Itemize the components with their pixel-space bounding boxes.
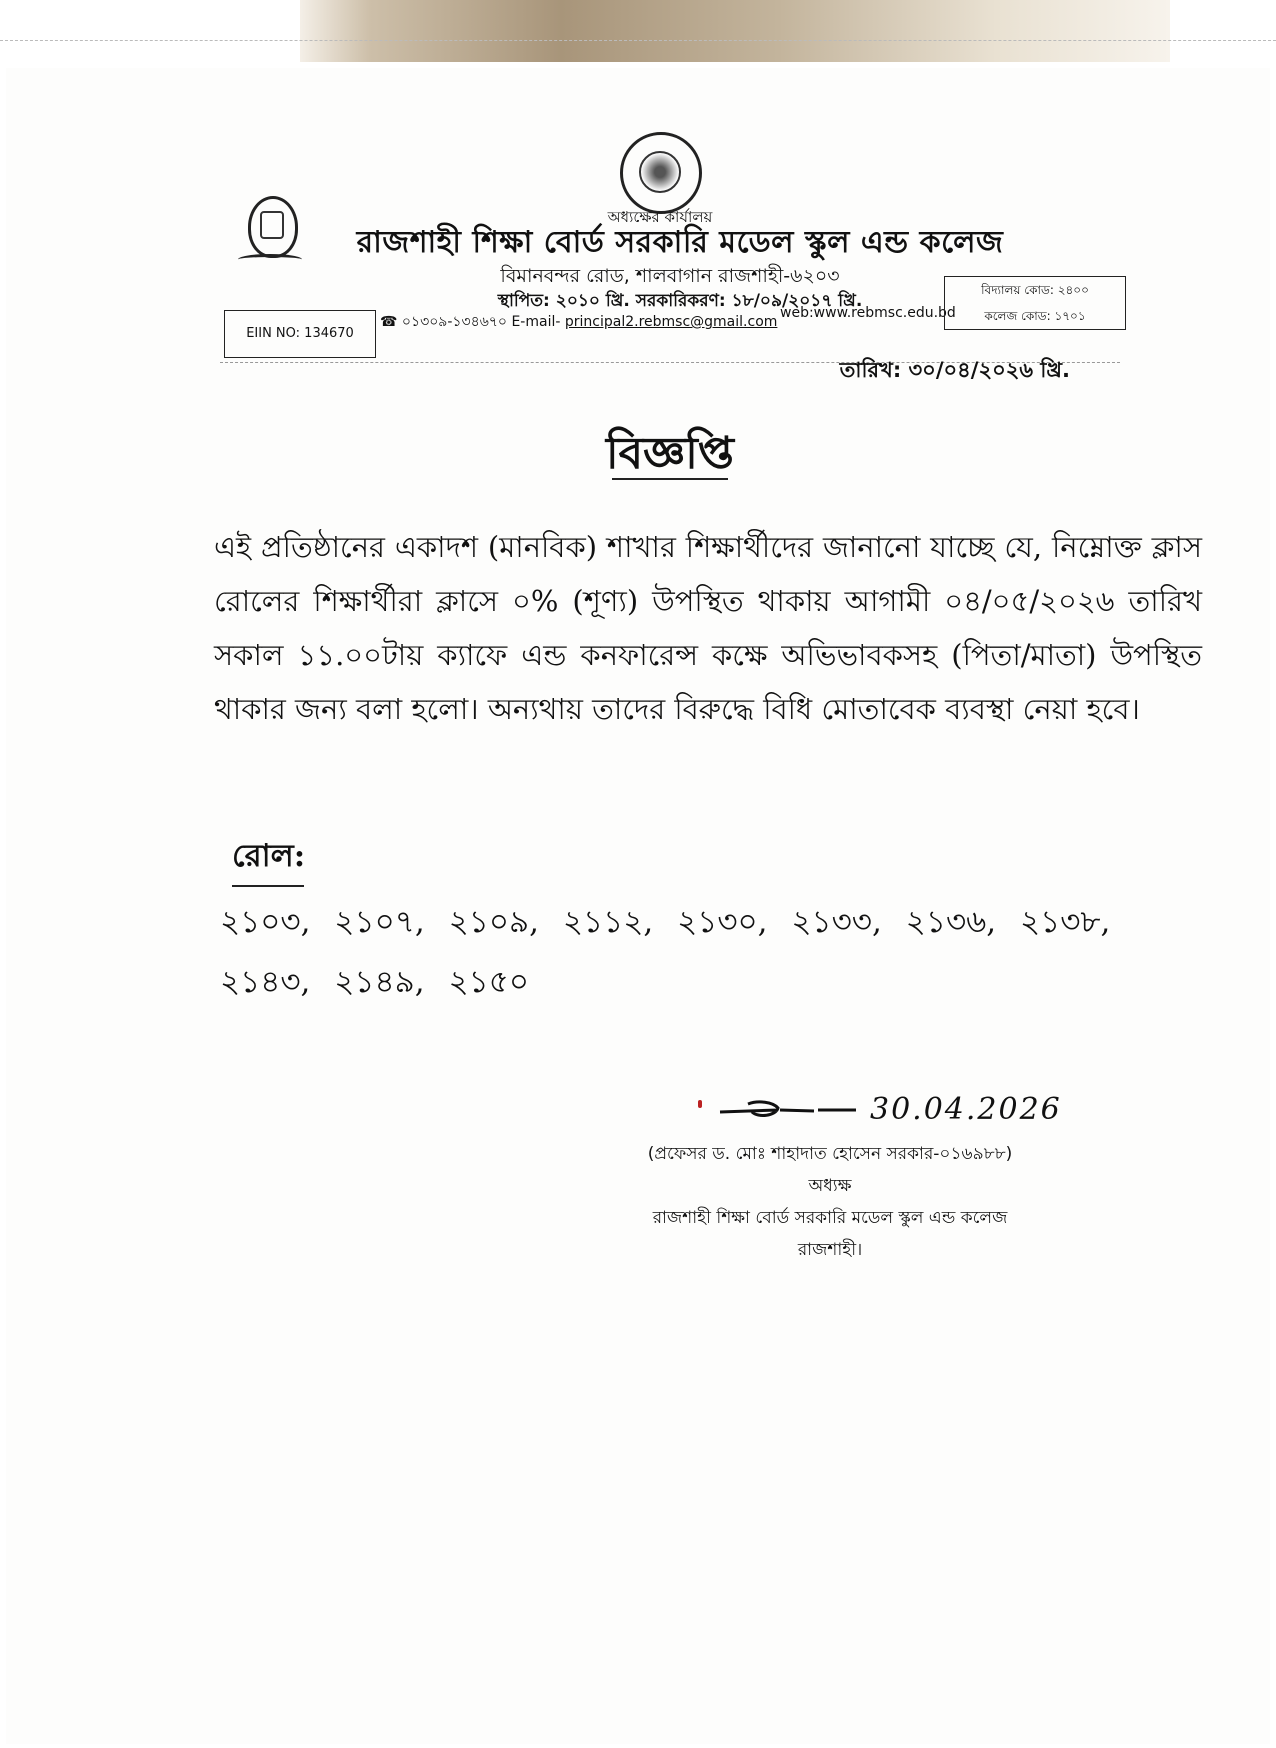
- notice-title: বিজ্ঞপ্তি: [606, 428, 734, 479]
- website-link[interactable]: web:www.rebmsc.edu.bd: [780, 305, 956, 321]
- title-underline: [612, 478, 728, 480]
- signature-date: 30.04.2026: [870, 1092, 1062, 1127]
- school-name: রাজশাহী শিক্ষা বোর্ড সরকারি মডেল স্কুল এন্ড কলেজ: [356, 225, 1004, 260]
- notice-body: এই প্রতিষ্ঠানের একাদশ (মানবিক) শাখার শিক্ষার্থীদের জানানো যাচ্ছে যে, নিম্নোক্ত ক্লাস রোলের শিক্ষার্থীরা ক্লাসে ০% (শূণ্য) উপস্থিত থাকায় আগামী ০৪/০৫/২০২৬ তারিখ সকাল ১১.০০টায় ক্যাফে এন্ড কনফারেন্স কক্ষে অভিভাবকসহ (পিতা/মাতা) উপস্থিত থাকার জন্য বলা হলো। অন্যথায় তাদের বিরুদ্ধে বিধি মোতাবেক ব্যবস্থা নেয়া হবে।: [214, 530, 1202, 726]
- signatory-city: রাজশাহী।: [797, 1240, 863, 1260]
- handwritten-signature: [718, 1098, 858, 1118]
- eiin-box: EIIN NO: 134670: [224, 310, 376, 358]
- signatory-designation: অধ্যক্ষ: [808, 1176, 852, 1196]
- signatory-name: (প্রফেসর ড. মোঃ শাহাদাত হোসেন সরকার-০১৬৯৮৮): [647, 1144, 1013, 1164]
- office-label: অধ্যক্ষের কার্যালয়: [607, 208, 713, 226]
- signature-block: [600, 1138, 1060, 1266]
- school-code: বিদ্যালয় কোড: ২৪০০: [981, 283, 1089, 297]
- established-info: স্থাপিত: ২০১০ খ্রি. সরকারিকরণ: ১৮/০৯/২০১৭ খ্রি.: [497, 291, 863, 311]
- school-logo-icon: [238, 196, 302, 268]
- ink-speck: [698, 1100, 702, 1108]
- phone-text: ০১৩০৯-১৩৪৬৭০ E-mail-: [401, 314, 561, 330]
- roll-label: রোল:: [232, 832, 305, 884]
- school-address: বিমানবন্দর রোড, শালবাগান রাজশাহী-৬২০৩: [500, 265, 840, 287]
- signatory-institution: রাজশাহী শিক্ষা বোর্ড সরকারি মডেল স্কুল এন্ড কলেজ: [652, 1208, 1008, 1228]
- page-edge: [0, 40, 1276, 42]
- contact-line: [380, 310, 777, 334]
- scan-edge-shadow: [300, 0, 1170, 62]
- email-link[interactable]: principal2.rebmsc@gmail.com: [564, 314, 778, 330]
- college-code: কলেজ কোড: ১৭০১: [984, 309, 1086, 323]
- code-box: [944, 276, 1126, 330]
- government-seal-icon: [620, 132, 702, 214]
- notice-date: তারিখ: ৩০/০৪/২০২৬ খ্রি.: [839, 358, 1070, 382]
- phone-icon: ☎: [380, 314, 398, 330]
- roll-list: ২১০৩, ২১০৭, ২১০৯, ২১১২, ২১৩০, ২১৩৩, ২১৩৬, ২১৩৮, ২১৪৩, ২১৪৯, ২১৫০: [220, 904, 1111, 1000]
